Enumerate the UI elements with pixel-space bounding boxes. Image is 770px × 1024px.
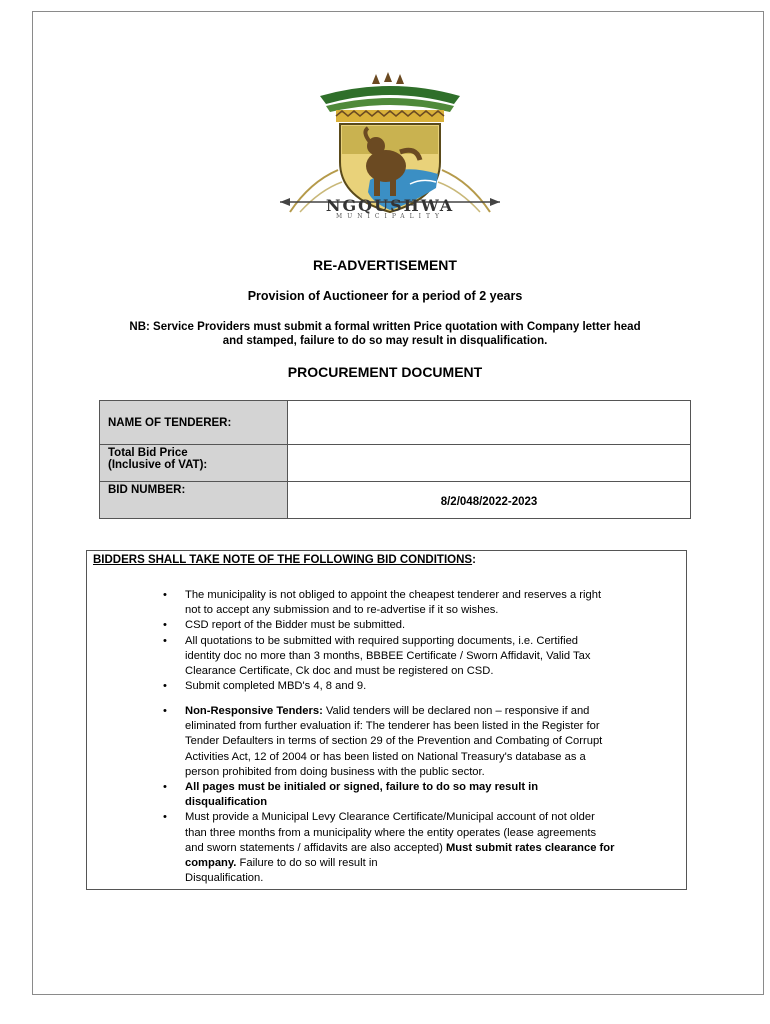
bid-number-value: 8/2/048/2022-2023 xyxy=(288,482,691,519)
bid-number-label: BID NUMBER: xyxy=(100,482,288,519)
table-row xyxy=(100,401,691,445)
list-item xyxy=(87,634,683,680)
condition-line: eliminated from further evaluation if: The tenderer has been listed in the Register for xyxy=(185,720,600,733)
condition-line: CSD report of the Bidder must be submitted. xyxy=(185,619,406,632)
municipality-sub: MUNICIPALITY xyxy=(336,213,444,220)
condition-line: Disqualification. xyxy=(185,872,264,885)
municipality-name: NGQUSHWA xyxy=(325,196,455,215)
bullet-icon: • xyxy=(163,705,167,717)
municipality-logo xyxy=(250,62,530,222)
bullet-icon: • xyxy=(163,589,167,601)
list-item xyxy=(87,618,683,633)
document-title: PROCUREMENT DOCUMENT xyxy=(287,364,483,380)
bullet-icon: • xyxy=(163,680,167,693)
levy-bold-2: company. xyxy=(185,857,237,870)
condition-line: Activities Act, 12 of 2004 or has been listed on National Treasury's database as a xyxy=(185,750,586,763)
condition-line: Submit completed MBD's 4, 8 and 9. xyxy=(185,680,367,693)
bid-price-field[interactable] xyxy=(288,445,691,482)
list-item xyxy=(87,810,683,886)
list-item xyxy=(87,588,683,618)
tenderer-name-label: NAME OF TENDERER: xyxy=(100,401,288,445)
nonresponsive-bold: Non-Responsive Tenders: xyxy=(185,705,323,717)
bid-details-table xyxy=(99,400,691,519)
nonresponsive-text: Valid tenders will be declared non – responsive if and xyxy=(322,705,590,717)
list-item xyxy=(87,780,683,810)
conditions-list-2 xyxy=(87,704,683,886)
condition-line: All quotations to be submitted with required supporting documents, i.e. Certified xyxy=(185,634,579,647)
page-title: RE-ADVERTISEMENT xyxy=(313,257,457,273)
table-row xyxy=(100,482,691,519)
bullet-icon: • xyxy=(163,634,167,647)
condition-line: All pages must be initialed or signed, failure to do so may result in xyxy=(185,781,539,794)
levy-text: and sworn statements / affidavits are also accepted) xyxy=(185,841,446,854)
nb-line-2: and stamped, failure to do so may result in disqualification. xyxy=(222,335,548,347)
condition-line: The municipality is not obliged to appoint the cheapest tenderer and reserves a right xyxy=(185,589,602,601)
levy-text-2: Failure to do so will result in xyxy=(236,857,378,870)
bullet-icon: • xyxy=(163,619,167,632)
bullet-icon: • xyxy=(163,811,167,824)
condition-line: person prohibited from doing business with the public sector. xyxy=(185,765,485,778)
list-item xyxy=(87,704,683,780)
list-item xyxy=(87,679,683,694)
page-subtitle: Provision of Auctioneer for a period of 2 years xyxy=(247,289,523,303)
nb-notice xyxy=(0,320,770,348)
condition-line xyxy=(185,841,683,856)
bid-conditions-box xyxy=(86,550,687,890)
conditions-heading-colon: : xyxy=(472,554,476,566)
condition-line: Clearance Certificate, Ck doc and must be registered on CSD. xyxy=(185,665,494,678)
condition-line xyxy=(185,704,683,719)
tenderer-name-field[interactable] xyxy=(288,401,691,445)
condition-line: than three months from a municipality where the entity operates (lease agreements xyxy=(185,826,597,839)
bid-price-label-line-1: Total Bid Price xyxy=(108,447,188,459)
conditions-heading xyxy=(93,554,476,566)
conditions-heading-text: BIDDERS SHALL TAKE NOTE OF THE FOLLOWING BID CONDITIONS xyxy=(93,554,473,566)
bid-price-label xyxy=(100,445,288,482)
bullet-icon: • xyxy=(163,781,167,794)
conditions-list xyxy=(87,588,683,694)
condition-line: identity doc no more than 3 months, BBBEE Certificate / Sworn Affidavit, Valid Tax xyxy=(185,649,591,662)
table-row xyxy=(100,445,691,482)
condition-line: not to accept any submission and to re-advertise if it so wishes. xyxy=(185,604,499,617)
condition-line: disqualification xyxy=(185,796,268,809)
nb-line-1: NB: Service Providers must submit a formal written Price quotation with Company letter head xyxy=(129,321,641,333)
levy-bold: Must submit rates clearance for xyxy=(445,841,615,854)
bid-price-label-line-2: (Inclusive of VAT): xyxy=(108,459,208,471)
condition-line xyxy=(185,856,683,871)
condition-line: Tender Defaulters in terms of section 29 of the Prevention and Combating of Corrupt xyxy=(185,735,603,748)
condition-line: Must provide a Municipal Levy Clearance Certificate/Municipal account of not older xyxy=(185,811,595,824)
